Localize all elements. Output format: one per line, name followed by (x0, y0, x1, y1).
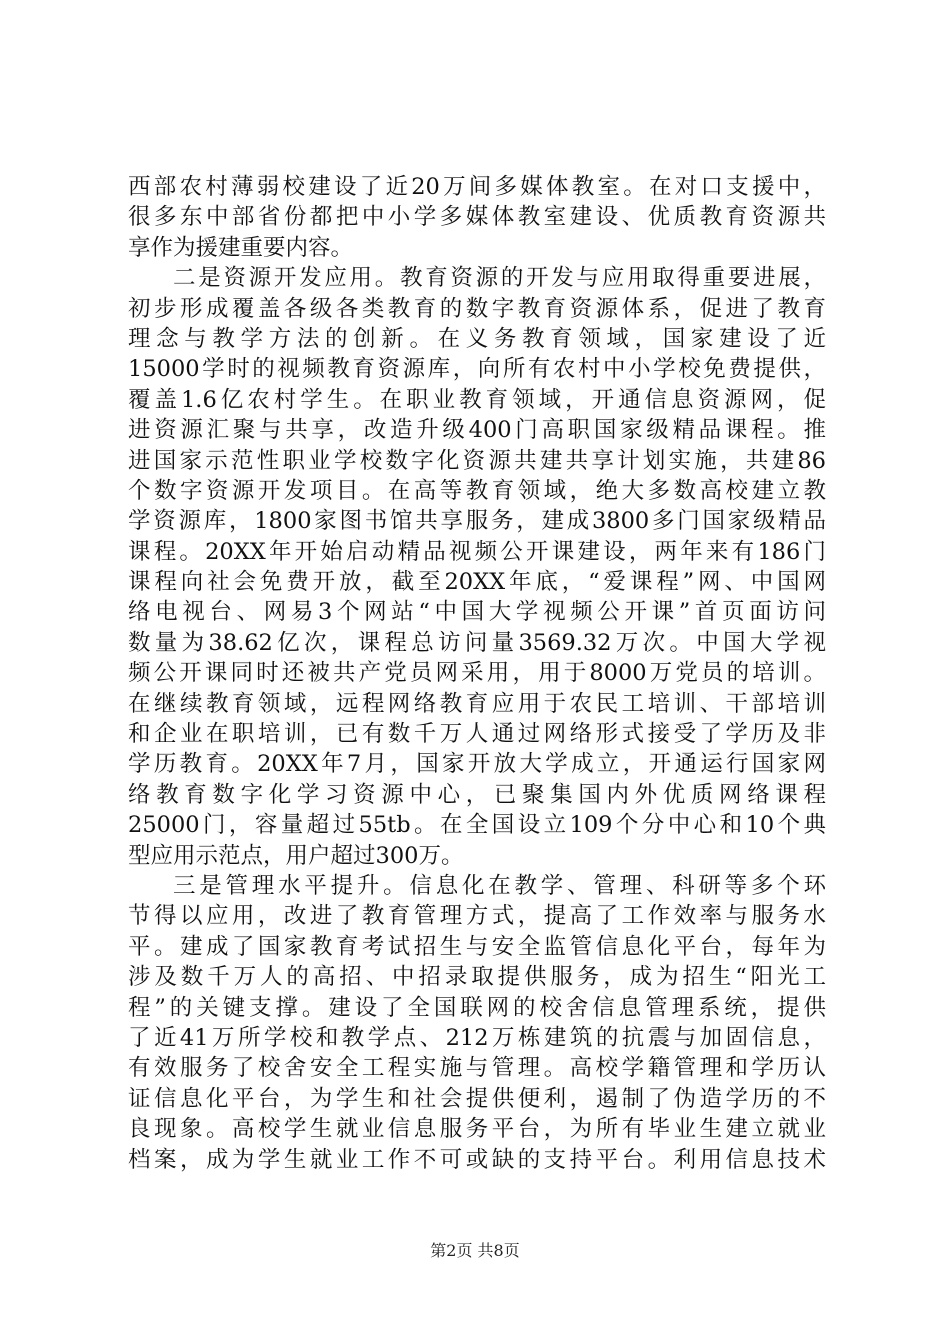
text-line: 学历教育。20XX年7月，国家开放大学成立，开通运行国家网 (128, 751, 826, 778)
text-line: 学资源库，1800家图书馆共享服务，建成3800多门国家级精品 (128, 508, 826, 535)
text-line: 节得以应用，改进了教育管理方式，提高了工作效率与服务水 (128, 903, 826, 930)
text-line: 享作为援建重要内容。 (128, 234, 354, 261)
text-line: 课程向社会免费开放，截至20XX年底，“爱课程”网、中国网 (128, 569, 826, 596)
text-line: 覆盖1.6亿农村学生。在职业教育领域，开通信息资源网，促 (128, 386, 826, 413)
text-line: 数量为38.62亿次，课程总访问量3569.32万次。中国大学视 (128, 629, 826, 656)
text-line: 初步形成覆盖各级各类教育的数字教育资源体系，促进了教育 (128, 295, 826, 322)
text-line: 档案，成为学生就业工作不可或缺的支持平台。利用信息技术 (128, 1146, 826, 1173)
text-line: 15000学时的视频教育资源库，向所有农村中小学校免费提供， (128, 356, 826, 383)
text-line: 程”的关键支撑。建设了全国联网的校舍信息管理系统，提供 (128, 994, 826, 1021)
text-line: 进国家示范性职业学校数字化资源共建共享计划实施，共建86 (128, 447, 826, 474)
body-text (128, 172, 826, 1175)
text-line: 三是管理水平提升。信息化在教学、管理、科研等多个环 (173, 872, 826, 899)
text-line: 在继续教育领域，远程网络教育应用于农民工培训、干部培训 (128, 690, 826, 717)
page-footer: 第2页 共8页 (430, 1241, 520, 1260)
text-line: 平。建成了国家教育考试招生与安全监管信息化平台，每年为 (128, 933, 826, 960)
text-line: 课程。20XX年开始启动精品视频公开课建设，两年来有186门 (128, 538, 826, 565)
text-line: 了近41万所学校和教学点、212万栋建筑的抗震与加固信息， (128, 1024, 826, 1051)
text-line: 个数字资源开发项目。在高等教育领域，绝大多数高校建立教 (128, 477, 826, 504)
text-line: 西部农村薄弱校建设了近20万间多媒体教室。在对口支援中， (128, 174, 826, 200)
text-line: 有效服务了校舍安全工程实施与管理。高校学籍管理和学历认 (128, 1055, 826, 1082)
text-line: 络教育数字化学习资源中心，已聚集国内外优质网络课程 (128, 781, 826, 808)
text-line: 络电视台、网易3个网站“中国大学视频公开课”首页面访问 (128, 599, 826, 626)
text-line: 25000门，容量超过55tb。在全国设立109个分中心和10个典 (128, 812, 826, 839)
text-line: 很多东中部省份都把中小学多媒体教室建设、优质教育资源共 (128, 204, 826, 231)
text-line: 理念与教学方法的创新。在义务教育领域，国家建设了近 (128, 325, 826, 352)
text-line: 涉及数千万人的高招、中招录取提供服务，成为招生“阳光工 (128, 964, 826, 991)
text-line: 进资源汇聚与共享，改造升级400门高职国家级精品课程。推 (128, 417, 826, 444)
text-line: 型应用示范点，用户超过300万。 (128, 842, 464, 869)
text-line: 二是资源开发应用。教育资源的开发与应用取得重要进展， (173, 265, 826, 292)
text-line: 证信息化平台，为学生和社会提供便利，遏制了伪造学历的不 (128, 1085, 826, 1112)
text-line: 频公开课同时还被共产党员网采用，用于8000万党员的培训。 (128, 660, 826, 687)
text-line: 良现象。高校学生就业信息服务平台，为所有毕业生建立就业 (128, 1116, 826, 1143)
text-line: 和企业在职培训，已有数千万人通过网络形式接受了学历及非 (128, 721, 826, 748)
